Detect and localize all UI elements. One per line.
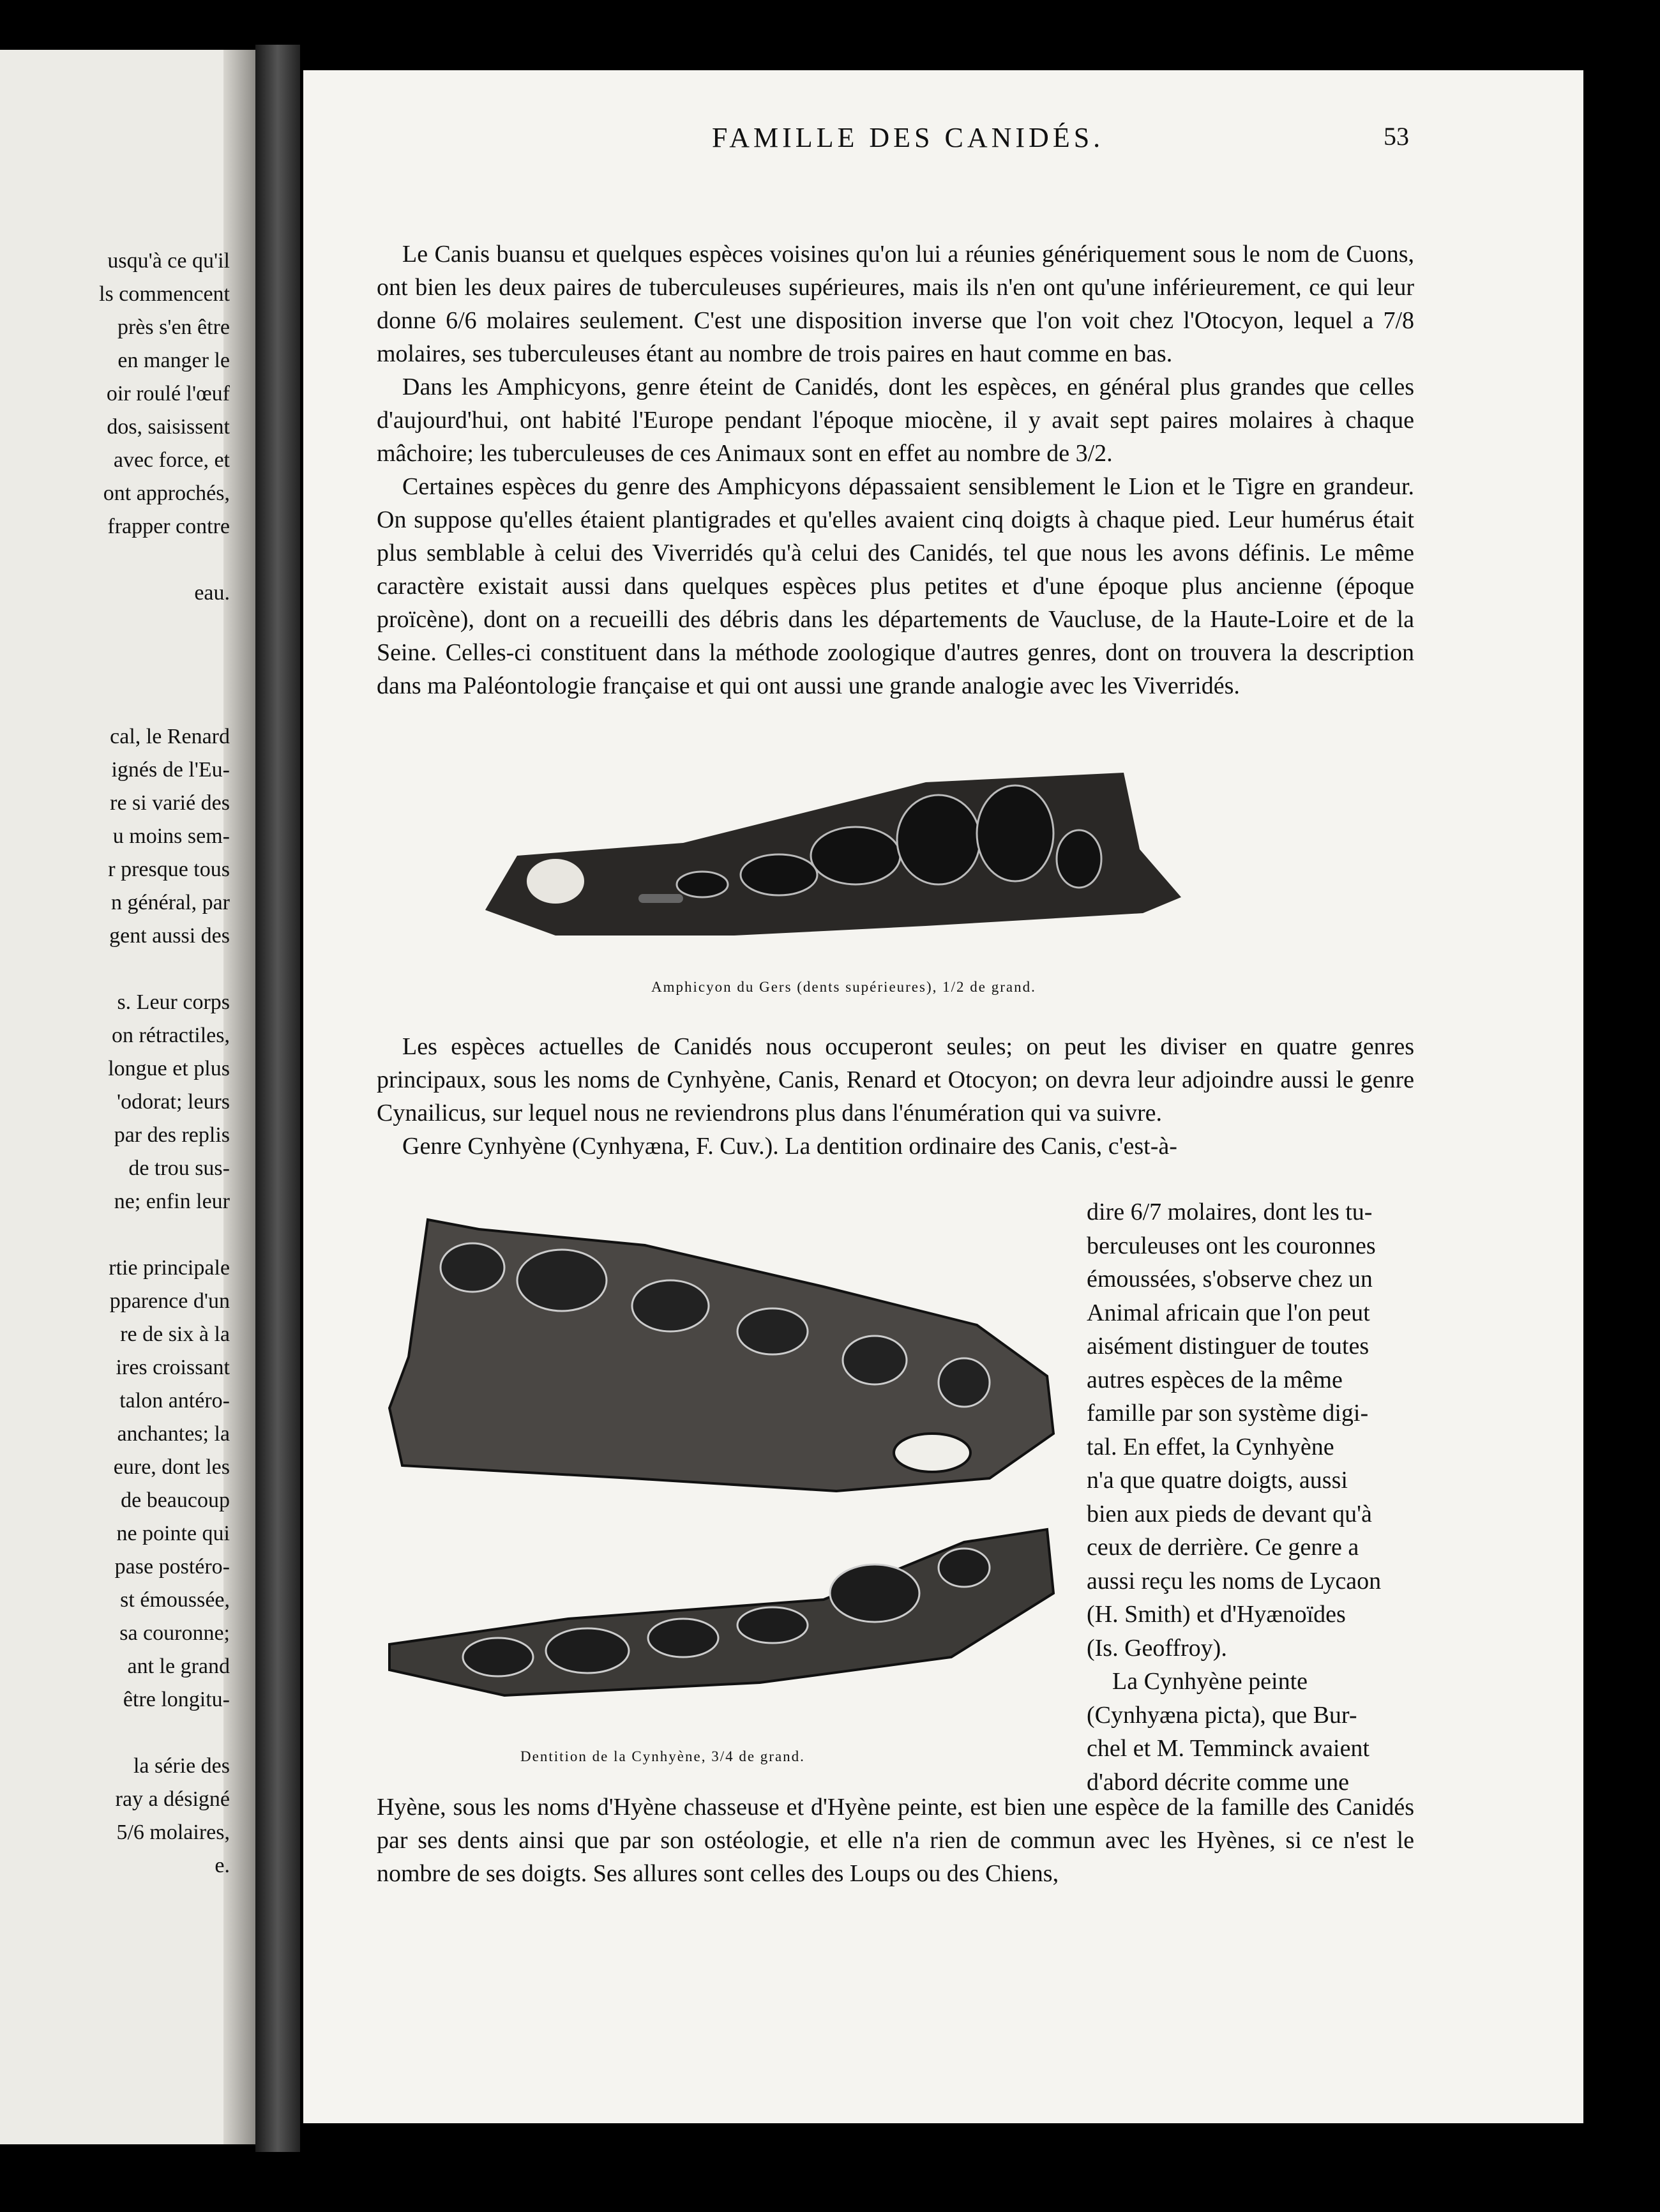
paragraph-3: Certaines espèces du genre des Amphicyons dépassaient sensiblement le Lion et le Tigre en grandeur. On suppose qu'elles étaient plantigrades et qu'elles avaient cinq doigts à chaque pied. Leur humérus était plus semblable à celui des Viverridés qu'à celui des Canidés, tel que nous les avons définis. Le même caractère existait aussi dans quelques espèces plus petites et d'une époque plus ancienne (époque proïcène), dont on a recueilli des débris dans les départements de Vaucluse, de la Haute-Loire et de la Seine. Celles-ci constituent dans la méthode zoologique d'autres genres, dont on trouvera la description dans ma Paléontologie française et qui ont aussi une grande analogie avec les Viverridés. [377,473,1414,699]
left-page-line: pase postéro- [114,1555,230,1579]
left-page-line: 5/6 molaires, [116,1821,230,1844]
side-column-line: ceux de derrière. Ce genre a [1087,1534,1359,1561]
main-text-top [377,238,1414,702]
left-page-line: oir roulé l'œuf [106,382,230,405]
left-page-line: frapper contre [107,515,230,538]
side-column-line: émoussées, s'observe chez un [1087,1266,1373,1292]
book-spine [255,45,300,2152]
left-page-line: ray a désigné [115,1787,230,1811]
left-page-line: n général, par [111,891,230,914]
left-page-line: longue et plus [108,1057,230,1080]
left-page-line: ne; enfin leur [114,1190,230,1213]
left-page-line: par des replis [114,1123,230,1147]
paragraph-1: Le Canis buansu et quelques espèces voisines qu'on lui a réunies génériquement sous le nom de Cuons, ont bien les deux paires de tuberculeuses supérieures, mais ils n'en ont qu'une inférieurement, ce qui leur donne 6/6 molaires seulement. C'est une disposition inverse que l'on voit chez l'Otocyon, lequel a 7/8 molaires, ses tuberculeuses étant au nombre de trois paires en haut comme en bas. [377,241,1414,367]
left-page-line: de trou sus- [128,1156,230,1180]
left-page-line: eau. [194,581,230,605]
left-page-line: ignés de l'Eu- [111,758,230,782]
side-column-line: (Cynhyæna picta), que Bur- [1087,1701,1357,1729]
left-page-line: e. [215,1854,230,1877]
left-page-line: u moins sem- [112,824,230,848]
left-page-line: pparence d'un [109,1289,230,1313]
side-column-line: aisément distinguer de toutes [1087,1333,1370,1360]
side-column-line: n'a que quatre doigts, aussi [1087,1467,1348,1494]
left-page-line: usqu'à ce qu'il [107,249,230,273]
figure-caption-amphicyon: Amphicyon du Gers (dents supérieures), 1/2 de grand. [651,979,1036,995]
side-column-line: tal. En effet, la Cynhyène [1087,1433,1334,1460]
amphicyon-jaw-figure [479,773,1302,951]
side-column-line: aussi reçu les noms de Lycaon [1087,1567,1382,1595]
running-header [303,121,1583,160]
left-page [0,50,268,2144]
side-column-line: famille par son système digi- [1087,1400,1369,1427]
side-column [1087,1195,1414,1799]
left-page-line: avec force, et [113,448,230,472]
page-number: 53 [1384,122,1409,151]
header-title: FAMILLE DES CANIDÉS. [712,122,1105,153]
genre-heading: Genre Cynhyène (Cynhyæna, F. Cuv.). La dentition ordinaire des Canis, c'est-à- [402,1133,1177,1160]
left-page-line: re de six à la [120,1322,230,1346]
left-page-line: ires croissant [116,1356,230,1379]
side-column-line: autres espèces de la même [1087,1366,1343,1393]
left-page-line: 'odorat; leurs [116,1090,230,1114]
paragraph-2: Dans les Amphicyons, genre éteint de Canidés, dont les espèces, en général plus grandes que celles d'aujourd'hui, ont habité l'Europe pendant l'époque miocène, il y avait sept paires molaires à chaque mâchoire; les tuberculeuses de ces Animaux sont en effet au nombre de 3/2. [377,374,1414,467]
left-page-line: talon antéro- [119,1389,230,1413]
left-page-line: st émoussée, [120,1588,230,1612]
left-page-line: r presque tous [108,858,230,881]
left-page-line: ont approchés, [103,481,230,505]
side-column-line: La Cynhyène peinte [1112,1668,1308,1695]
side-column-line: (Is. Geoffroy). [1087,1634,1227,1662]
left-page-line: ne pointe qui [116,1522,230,1545]
left-page-line: dos, saisissent [107,415,230,439]
main-text-bottom [377,1791,1414,1890]
side-column-line: chel et M. Temminck avaient [1087,1735,1370,1762]
left-page-line: eure, dont les [113,1455,230,1479]
left-page-line: gent aussi des [109,924,230,948]
left-page-line: près s'en être [117,315,230,339]
main-text-middle [377,1030,1414,1163]
side-column-line: (H. Smith) et d'Hyænoïdes [1087,1601,1346,1628]
side-column-line: dire 6/7 molaires, dont les tu- [1087,1199,1373,1225]
left-page-line: la série des [133,1754,230,1778]
left-page-line: cal, le Renard [110,725,230,748]
side-column-line: Animal africain que l'on peut [1087,1299,1370,1326]
left-page-line: en manger le [117,349,230,372]
left-page-line: anchantes; la [117,1422,230,1446]
paragraph-final: Hyène, sous les noms d'Hyène chasseuse et d'Hyène peinte, est bien une espèce de la famille des Canidés par ses dents ainsi que par son ostéologie, et elle n'a rien de commun avec les Hyènes, si ce n'est le nombre de ses doigts. Ses allures sont celles des Loups ou des Chiens, [377,1794,1414,1887]
left-page-line: ant le grand [127,1655,230,1678]
left-page-line: re si varié des [110,791,230,815]
side-column-line: bien aux pieds de devant qu'à [1087,1500,1372,1527]
cynhyene-dentition-figure [377,1210,1066,1759]
left-page-line: être longitu- [123,1688,230,1711]
left-page-line: sa couronne; [119,1621,230,1645]
left-page-line: on rétractiles, [111,1024,230,1047]
left-page-line: ls commencent [99,282,230,306]
left-page-line: rtie principale [109,1256,230,1280]
side-column-line: berculeuses ont les couronnes [1087,1232,1376,1259]
left-page-line: s. Leur corps [117,990,230,1014]
figure-caption-cynhyene: Dentition de la Cynhyène, 3/4 de grand. [520,1748,805,1764]
left-page-line: de beaucoup [121,1489,230,1512]
paragraph-4: Les espèces actuelles de Canidés nous occuperont seules; on peut les diviser en quatre genres principaux, sous les noms de Cynhyène, Canis, Renard et Otocyon; on devra leur adjoindre aussi le genre Cynailicus, sur lequel nous ne reviendrons plus dans l'énumération qui va suivre. [377,1033,1414,1126]
side-column-line: d'abord décrite comme une [1087,1768,1349,1796]
